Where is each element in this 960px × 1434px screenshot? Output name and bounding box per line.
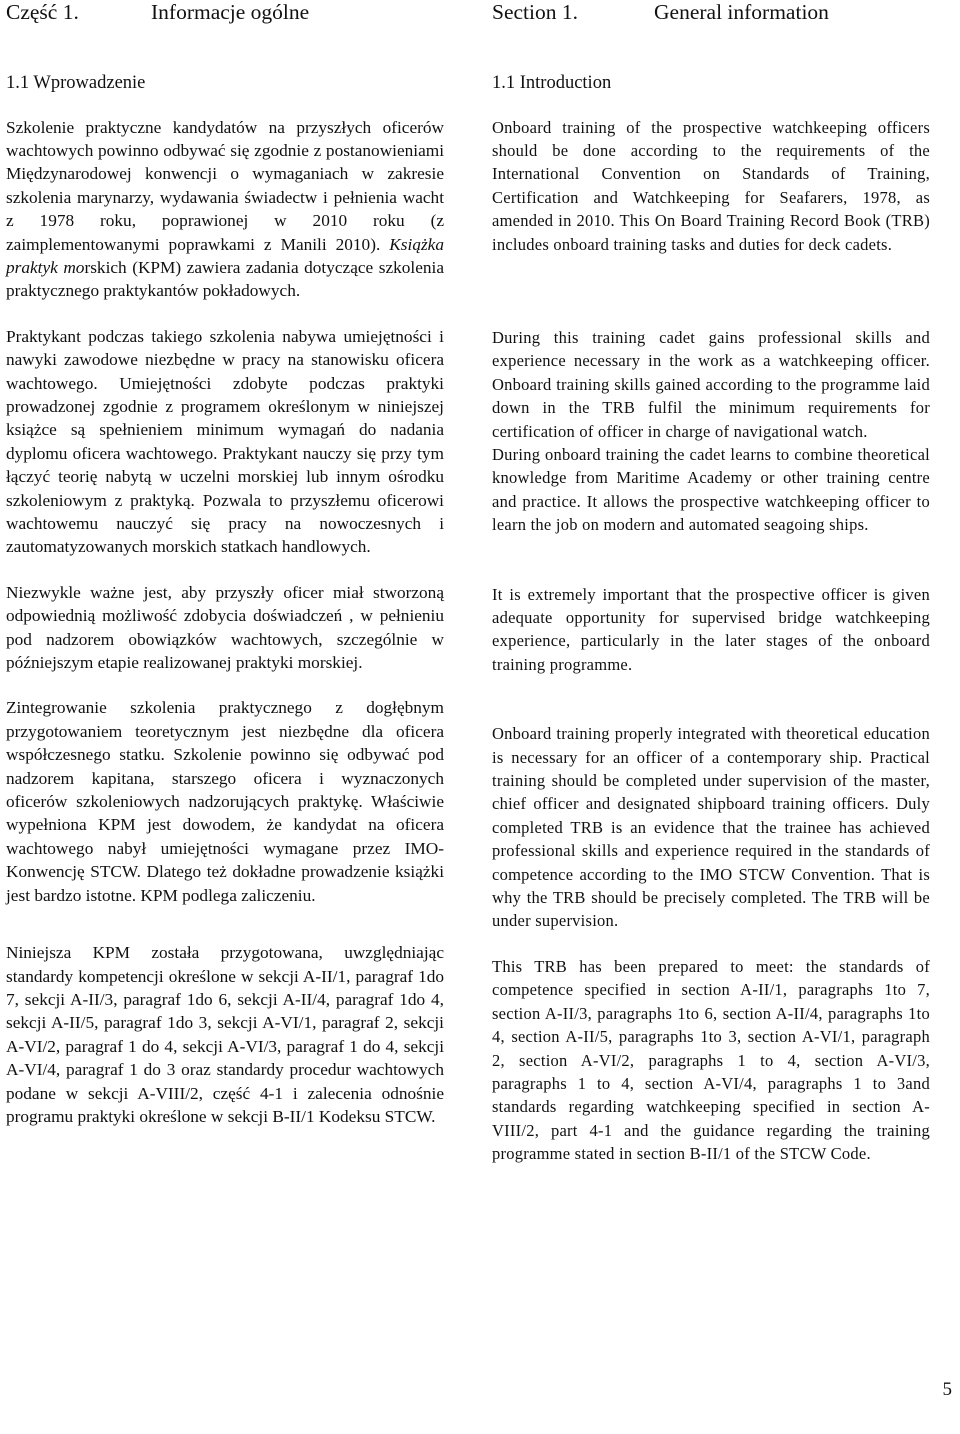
paragraph-pl-4: Zintegrowanie szkolenia praktycznego z dogłębnym przygotowaniem teoretycznym jest niezbędne dla oficera współczesnego statku. Szkolenie powinno się odbywać pod nadzorem kapitana, starszego oficera i wyznaczonych oficerów szkoleniowych nadzorujących praktykę. Właściwie wypełniona KPM jest dowodem, że kandydat na oficera wachtowego nabył umiejętności wymagane przez IMO- Konwencję STCW. Dlatego też dokładne prowadzenie książki jest bardzo istotne. KPM podlega zaliczeniu. xyxy=(6,698,444,905)
section-title-pl: Informacje ogólne xyxy=(151,0,310,24)
paragraph-en-5: This TRB has been prepared to meet: the standards of competence specified in section A-II/1, paragraphs 1to 7, section A-II/3, paragraphs 1to 6, section A-II/4, paragraphs 1to 4, section A-II/5, paragraphs 1to 3, section A-VI/1, paragraph 2, section A-VI/2, paragraphs 1 to 4, section A-VI/3, paragraphs 1 to 4, section A-VI/4, paragraphs 1 to 3and standards regarding watchkeeping specified in section A-VIII/2, part 4-1 and the guidance regarding the training programme stated in section B-II/1 of the STCW Code. xyxy=(492,956,930,1164)
paragraph-pl-1-italic: Książka praktyk mo xyxy=(6,234,444,277)
polish-column xyxy=(6,72,444,1128)
paragraph-pl-3: Niezwykle ważne jest, aby przyszły oficer miał stworzoną odpowiednią możliwość zdobycia doświadczeń , w pełnieniu pod nadzorem obowiązków wachtowych, szczególnie w późniejszym etapie realizowanej praktyki morskiej. xyxy=(6,582,444,673)
subsection-title-en: 1.1 Introduction xyxy=(492,73,612,93)
paragraph-en-2b: During onboard training the cadet learns to combine theoretical knowledge from Maritime Academy or other training centre and practice. It allows the prospective watchkeeping officer to learn the job on modern and automated seagoing ships. xyxy=(492,444,930,535)
section-number-pl: Część 1. xyxy=(6,0,79,24)
paragraph-pl-1 xyxy=(6,116,444,303)
paragraph-pl-2: Praktykant podczas takiego szkolenia nabywa umiejętności i nawyki zawodowe niezbędne w pracy na stanowisku oficera wachtowego. Umiejętności zdobyte podczas praktyki prowadzonej zgodnie z programem określonym w niniejszej książce są spełnieniem minimum wymagań do nadania dyplomu oficera wachtowego. Praktykant nauczy się przy tym łączyć teorię nabytą w uczelni morskiej lub innym ośrodku szkoleniowym z praktyką. Pozwala to przyszłemu oficerowi wachtowemu nauczyć się pracy na nowoczesnych i zautomatyzowanych morskich statkach handlowych. xyxy=(6,326,444,557)
english-column xyxy=(492,72,930,1166)
paragraph-en-4: Onboard training properly integrated with theoretical education is necessary for an officer of a contemporary ship. Practical training should be completed under supervision of the master, chief officer and designated shipboard training officers. Duly completed TRB is an evidence that the trainee has achieved professional skills and experience required in the standards of competence according to the IMO STCW Convention. That is why the TRB should be precisely completed. The TRB will be under supervision. xyxy=(492,724,930,931)
paragraph-pl-1-main: Szkolenie praktyczne kandydatów na przyszłych oficerów wachtowych powinno odbywać się zgodnie z postanowieniami Międzynarodowej konwencji o wymaganiach w zakresie szkolenia marynarzy, wydawania świadectw i pełnienia wacht z 1978 roku, poprawionej w 2010 roku (z zaimplementowanymi poprawkami z Manili 2010). xyxy=(6,117,444,254)
section-heading-pl xyxy=(6,0,309,26)
paragraph-en-2a: During this training cadet gains professional skills and experience necessary in the work as a watchkeeping officer. Onboard training skills gained according to the programme laid down in the TRB fulfil the minimum requirements for certification of officer in charge of navigational watch. xyxy=(492,327,930,441)
page-number: 5 xyxy=(942,1379,952,1400)
paragraph-pl-5: Niniejsza KPM została przygotowana, uwzględniając standardy kompetencji określone w sekcji A-II/1, paragraf 1do 7, sekcji A-II/3, paragraf 1do 6, sekcji A-II/4, paragraf 1do 4, sekcji A-II/5, paragraf 1do 3, sekcji A-VI/1, paragraf 2, sekcji A-VI/2, paragraf 1 do 4, sekcji A-VI/3, paragraf 1 do 4, sekcji A-VI/4, paragraf 1 do 3 oraz standardy procedur wachtowych podane w sekcji A-VIII/2, część 4-1 i zalecenia odnośnie programu praktyki określone w sekcji B-II/1 Kodeksu STCW. xyxy=(6,943,444,1126)
subsection-title-pl: 1.1 Wprowadzenie xyxy=(6,73,146,93)
paragraph-en-1: Onboard training of the prospective watchkeeping officers should be done according to the requirements of the International Convention on Standards of Training, Certification and Watchkeeping for Seafarers, 1978, as amended in 2010. This On Board Training Record Book (TRB) includes onboard training tasks and duties for deck cadets. xyxy=(492,117,930,254)
paragraph-pl-1-tail: rskich (KPM) zawiera zadania dotyczące szkolenia praktycznego praktykantów pokładowych. xyxy=(6,257,444,301)
section-title-en: General information xyxy=(654,0,829,24)
section-heading-en xyxy=(492,0,829,26)
section-number-en: Section 1. xyxy=(492,0,578,24)
paragraph-en-3: It is extremely important that the prospective officer is given adequate opportunity for supervised bridge watchkeeping experience, particularly in the later stages of the onboard training programme. xyxy=(492,584,930,674)
